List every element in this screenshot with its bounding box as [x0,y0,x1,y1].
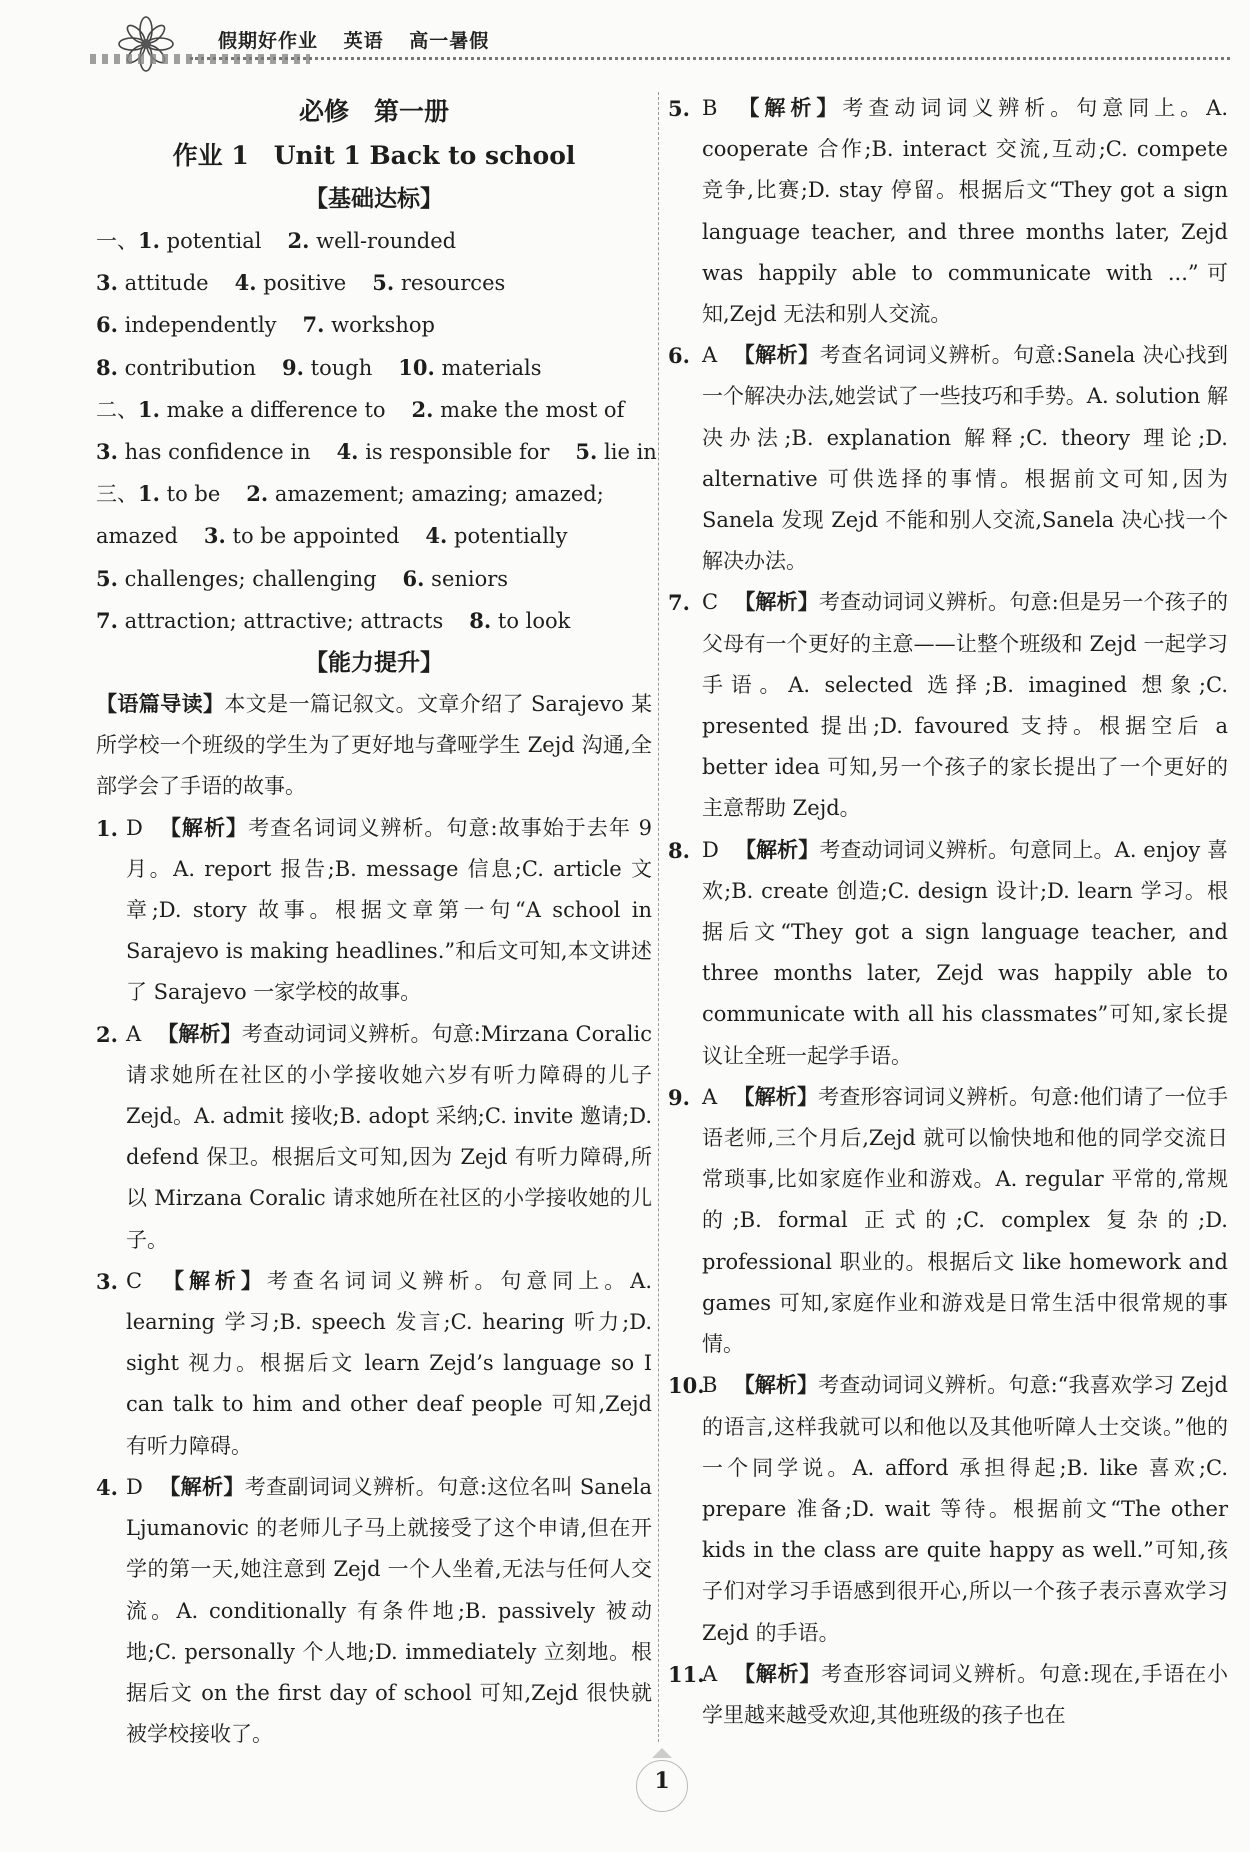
item-tag: 【解析】 [733,1661,822,1686]
answer-item [668,1077,1228,1365]
item-tag: 【解析】 [733,343,820,368]
header-series: 假期好作业 [218,30,319,52]
answer-item [668,582,1228,829]
answer-number: 4. [336,439,359,465]
basic-answer-line [96,558,652,600]
answer-text: make the most of [440,397,625,422]
basic-answer-line [96,304,652,346]
basic-answer-line [96,262,652,304]
item-number: 7. [668,590,690,616]
header-title [218,26,507,53]
answer-number: 6. [96,312,118,338]
guide-text: 本文是一篇记叙文。文章介绍了 Sarajevo 某所学校一个班级的学生为了更好地与聋哑学生 Zejd 沟通,全部学会了手语的故事。 [96,692,653,799]
answer-text: resources [400,271,506,296]
item-tag: 【解析】 [157,1021,242,1046]
answer-number: 9. [282,354,304,380]
answer-number: 1. [138,396,160,422]
header-rule [190,57,1230,60]
item-text: 考查形容词词义辨析。句意:现在,手语在小学里越来越受欢迎,其他班级的孩子也在 [702,1661,1229,1727]
item-key: B [702,96,718,120]
item-key: A [702,343,718,368]
item-text: 考查动词词义辨析。句意:但是另一个孩子的父母有一个更好的主意——让整个班级和 Zejd 一起学习手语。A. selected 选择;B. imagined 想象;C. presented 提出;D. favoured 支持。根据空后 a better idea 可知,另一个孩子的家长提出了一个更好的主意帮助 Zejd。 [702,590,1229,821]
item-key: C [126,1268,143,1293]
item-number: 6. [668,343,690,369]
item-text: 考查动词词义辨析。句意同上。A. enjoy 喜欢;B. create 创造;C. design 设计;D. learn 学习。根据后文“They got a sign language teacher, and three months later, Zejd was happily able to communicate with all his classmates”可知,家长提议让全班一起学手语。 [702,837,1229,1068]
page-number-text: 1 [654,1768,670,1794]
item-number: 1. [96,815,118,841]
item-number: 3. [96,1268,118,1294]
answer-text: has confidence in [124,440,311,465]
basic-answer-line [96,389,652,431]
item-key: D [702,837,719,862]
item-number: 2. [96,1021,118,1047]
answer-text: to be [166,482,221,507]
answer-number: 1. [138,228,160,253]
item-text: 考查名词词义辨析。句意:故事始于去年 9 月。A. report 报告;B. message 信息;C. article 文章;D. story 故事。根据文章第一句“A school in Sarajevo is making headlines.”和后文可知,本文讲述了 Sarajevo 一家学校的故事。 [126,815,652,1005]
answer-item [96,1261,652,1467]
section-improve-heading: 【能力提升】 [305,650,443,677]
right-column [668,88,1228,1736]
answer-text: materials [441,355,542,380]
basic-answer-line [96,220,652,262]
item-tag: 【解析】 [158,815,249,840]
guide-tag: 【语篇导读】 [96,692,225,717]
answer-item [96,808,652,1014]
header-subject: 英语 [343,30,384,52]
answer-number: 2. [411,396,434,422]
answer-number: 3. [203,523,226,549]
answer-item [96,1467,652,1755]
answer-text: seniors [431,566,509,591]
item-text: 考查副词词义辨析。句意:这位名叫 Sanela Ljumanovic 的老师儿子马上就接受了这个申请,但在开学的第一天,她注意到 Zejd 一个人坐着,无法与任何人交流。A. conditionally 有条件地;B. passively 被动地;C. personally 个人地;D. immediately 立刻地。根据后文 on the first day of school 可知,Zejd 很快就被学校接收了。 [126,1474,652,1747]
answer-text: independently [124,313,277,338]
answer-text: contribution [124,355,257,380]
answer-item [668,88,1228,335]
item-key: B [702,1373,718,1398]
item-tag: 【解析】 [733,1373,819,1398]
answer-text: potential [166,229,262,253]
right-answer-list [668,88,1228,1736]
answer-number: 3. [96,270,118,296]
answer-number: 1. [138,481,160,507]
left-column [96,88,657,1755]
answer-number: 8. [469,607,492,633]
answer-text: positive [263,271,347,296]
left-answer-list [96,808,652,1756]
answer-number: 7. [96,607,118,633]
guide-paragraph [96,684,652,808]
section-basic-heading: 【基础达标】 [305,186,443,212]
answer-number: 3. [96,439,118,465]
item-number: 9. [668,1084,690,1110]
item-tag: 【解析】 [158,1474,245,1499]
answer-text: attitude [124,271,209,296]
answer-text: make a difference to [166,397,386,422]
answer-text: well-rounded [316,229,457,253]
item-number: 10. [668,1373,705,1399]
item-key: A [702,1661,718,1686]
item-number: 8. [668,837,690,863]
item-key: D [126,1474,143,1499]
answer-number: 8. [96,354,118,380]
answer-text: to be appointed [232,524,400,549]
answer-text: workshop [331,313,435,338]
answer-text: tough [310,355,373,380]
answer-number: 2. [246,481,269,507]
answer-number: 6. [402,565,425,591]
item-tag: 【解析】 [734,837,820,862]
basic-group-label: 二、 [96,397,138,422]
item-tag: 【解析】 [158,1268,267,1293]
answer-item [96,1014,652,1261]
item-text: 考查名词词义辨析。句意同上。A. learning 学习;B. speech 发言;C. hearing 听力;D. sight 视力。根据后文 learn Zejd’s language so I can talk to him and other deaf people 可知,Zejd 有听力障碍。 [126,1268,653,1458]
answer-item [668,1365,1228,1653]
item-key: D [126,815,143,840]
item-key: A [126,1021,142,1046]
basic-group-label: 三、 [96,482,138,507]
answer-number: 5. [96,565,118,591]
answer-number: 2. [287,228,310,253]
answer-text: is responsible for [365,440,550,465]
item-text: 考查动词词义辨析。句意:“我喜欢学习 Zejd 的语言,这样我就可以和他以及其他听障人士交谈。”他的一个同学说。A. afford 承担得起;B. like 喜欢;C. prepare 准备;D. wait 等待。根据前文“The other kids in the class are quite happy as well.”可知,孩子们对学习手语感到很开心,所以一个孩子表示喜欢学习 Zejd 的手语。 [702,1373,1229,1645]
unit-title: 作业 1 Unit 1 Back to school [172,141,576,170]
basic-answers [96,220,657,642]
item-key: A [702,1084,718,1109]
answer-text: attraction; attractive; attracts [124,608,444,633]
item-number: 11. [668,1661,705,1687]
basic-answer-line [96,347,652,389]
item-tag: 【解析】 [733,96,843,120]
answer-text: lie in [604,440,657,465]
item-text: 考查形容词词义辨析。句意:他们请了一位手语老师,三个月后,Zejd 就可以愉快地和他的同学交流日常琐事,比如家庭作业和游戏。A. regular 平常的,常规的;B. formal 正式的;C. complex 复杂的;D. professional 职业的。根据后文 like homework and games 可知,家庭作业和游戏是日常生活中很常规的事情。 [702,1084,1229,1357]
answer-text: challenges; challenging [124,566,377,591]
item-tag: 【解析】 [733,1084,819,1109]
answer-text: potentially [454,524,568,549]
answer-number: 4. [234,270,257,296]
item-text: 考查动词词义辨析。句意同上。A. cooperate 合作;B. interact 交流,互动;C. compete 竞争,比赛;D. stay 停留。根据后文“They got a sign language teacher, and three months later, Zejd was happily able to communicate with ...”可知,Zejd 无法和别人交流。 [702,96,1229,327]
item-text: 考查动词词义辨析。句意:Mirzana Coralic 请求她所在社区的小学接收她六岁有听力障碍的儿子 Zejd。A. admit 接收;B. adopt 采纳;C. invite 邀请;D. defend 保卫。根据后文可知,因为 Zejd 有听力障碍,所以 Mirzana Coralic 请求她所在社区的小学接收她的儿子。 [126,1021,652,1252]
basic-answer-line [96,473,652,515]
answer-text: amazed [96,524,178,549]
answer-number: 4. [425,523,448,549]
column-divider [658,92,659,1742]
answer-number: 5. [372,270,395,296]
answer-number: 10. [398,354,435,380]
header-grade: 高一暑假 [409,30,490,52]
answer-text: to look [497,608,571,633]
basic-answer-line [96,515,652,557]
book-title: 必修 第一册 [298,97,449,126]
item-number: 4. [96,1474,118,1500]
page-number [640,1768,684,1794]
basic-answer-line [96,431,657,473]
page-number-circle [636,1760,688,1812]
basic-answer-line [96,600,652,642]
answer-number: 5. [575,439,598,465]
answer-item [668,1654,1228,1736]
answer-text: amazement; amazing; amazed; [274,482,604,507]
basic-group-label: 一、 [96,229,138,253]
item-tag: 【解析】 [734,590,819,615]
page-header [90,12,1230,72]
answer-number: 7. [302,312,325,338]
item-key: C [702,590,719,615]
page-number-decor [652,1748,672,1758]
item-text: 考查名词词义辨析。句意:Sanela 决心找到一个解决办法,她尝试了一些技巧和手势。A. solution 解决办法;B. explanation 解释;C. theory 理论;D. alternative 可供选择的事情。根据前文可知,因为 Sanela 发现 Zejd 不能和别人交流,Sanela 决心找一个解决办法。 [702,343,1228,574]
item-number: 5. [668,96,690,121]
answer-item [668,335,1228,582]
answer-item [668,830,1228,1077]
